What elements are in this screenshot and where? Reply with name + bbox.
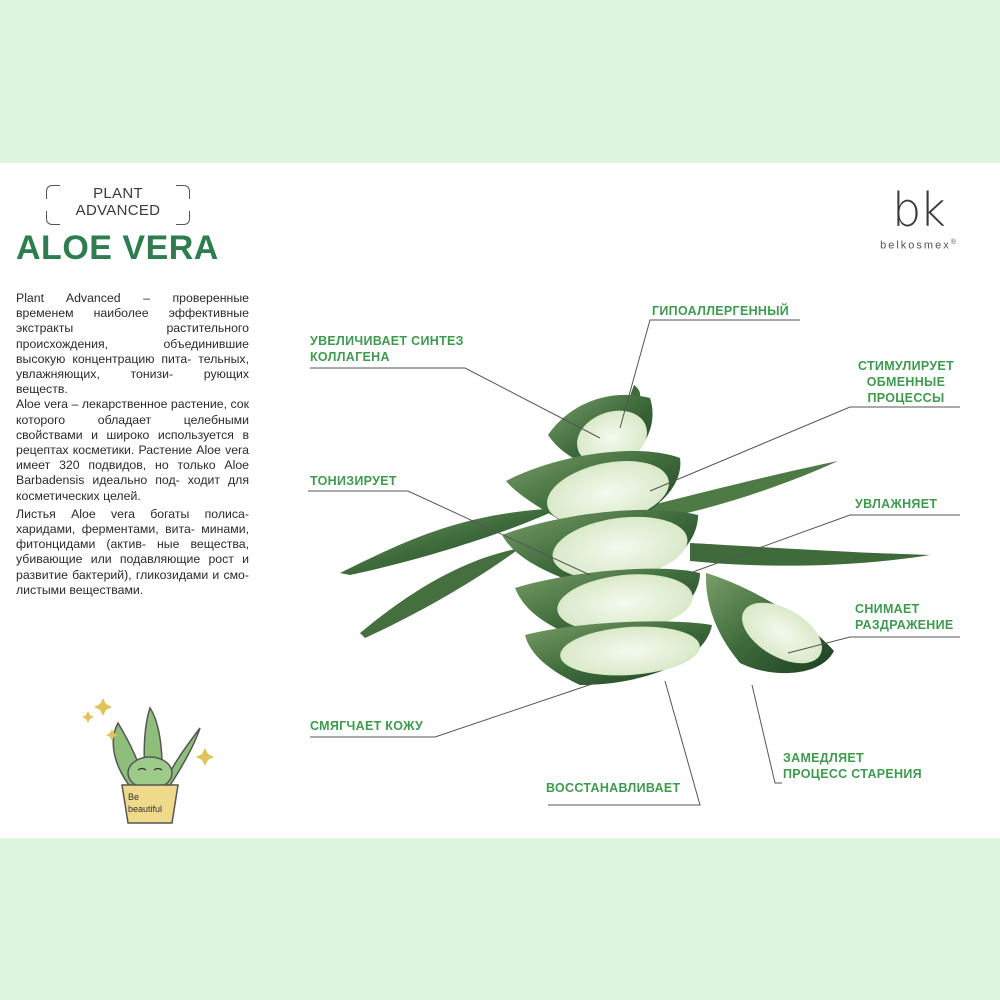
benefit-collagen-line1: УВЕЛИЧИВАЕТ СИНТЕЗ [310,334,464,348]
benefit-soothes [855,601,954,633]
badge-line-2: ADVANCED [75,202,161,219]
benefit-tones: ТОНИЗИРУЕТ [310,474,397,488]
benefit-soothes-line1: СНИМАЕТ [855,602,920,616]
benefit-moisturizes: УВЛАЖНЯЕТ [855,497,938,511]
benefit-metabolism-line3: ПРОЦЕССЫ [867,391,945,405]
description-paragraph: Plant Advanced – проверенные временем наиболее эффективные экстракты растительного происхождения, объединившие высокую концентрацию пита- тельных, увлажняющих, тонизи- рующих веществ. [16,291,249,397]
pot-text-1: Be [128,792,140,802]
brand-logo: bk belkosmex® [868,183,968,252]
brand-monogram: bk [892,183,944,237]
aloe-pot-doodle [82,698,214,823]
benefit-metabolism-line1: СТИМУЛИРУЕТ [857,359,955,373]
benefit-metabolism [850,358,962,406]
pot-text-2: beautiful [128,804,163,814]
aloe-illustration [0,163,1000,838]
benefit-metabolism-line2: ОБМЕННЫЕ [866,375,946,389]
description-paragraph: Листья Aloe vera богаты полиса- харидами, ферментами, вита- минами, фитонцидами (актив- ные вещества, убивающие или подавляющие рост и развитие бактерий), гликозидами и смо- листыми веществами. [16,506,249,597]
benefit-hypoallergenic: ГИПОАЛЛЕРГЕННЫЙ [652,304,790,318]
badge-line-1: PLANT [93,185,143,202]
benefit-soothes-line2: РАЗДРАЖЕНИЕ [855,618,954,632]
benefit-antiaging [783,750,922,782]
page-title: ALOE VERA [16,229,219,267]
benefit-restores: ВОССТАНАВЛИВАЕТ [546,781,681,795]
info-card [0,163,1000,838]
benefit-softens: СМЯГЧАЕТ КОЖУ [310,719,424,733]
benefit-collagen-line2: КОЛЛАГЕНА [310,350,390,364]
benefit-antiaging-line2: ПРОЦЕСС СТАРЕНИЯ [783,767,922,781]
brand-name: belkosmex [880,239,951,252]
description-paragraph: Aloe vera – лекарственное растение, сок которого обладает целебными свойствами и широко используется в рецептах косметики. Растение Aloe vera имеет 320 подвидов, но только Aloe Barbadensis идеально под- ходит для косметических целей. [16,397,249,503]
aloe-slices [502,395,834,685]
benefit-antiaging-line1: ЗАМЕДЛЯЕТ [783,751,864,765]
benefit-collagen [310,333,464,365]
